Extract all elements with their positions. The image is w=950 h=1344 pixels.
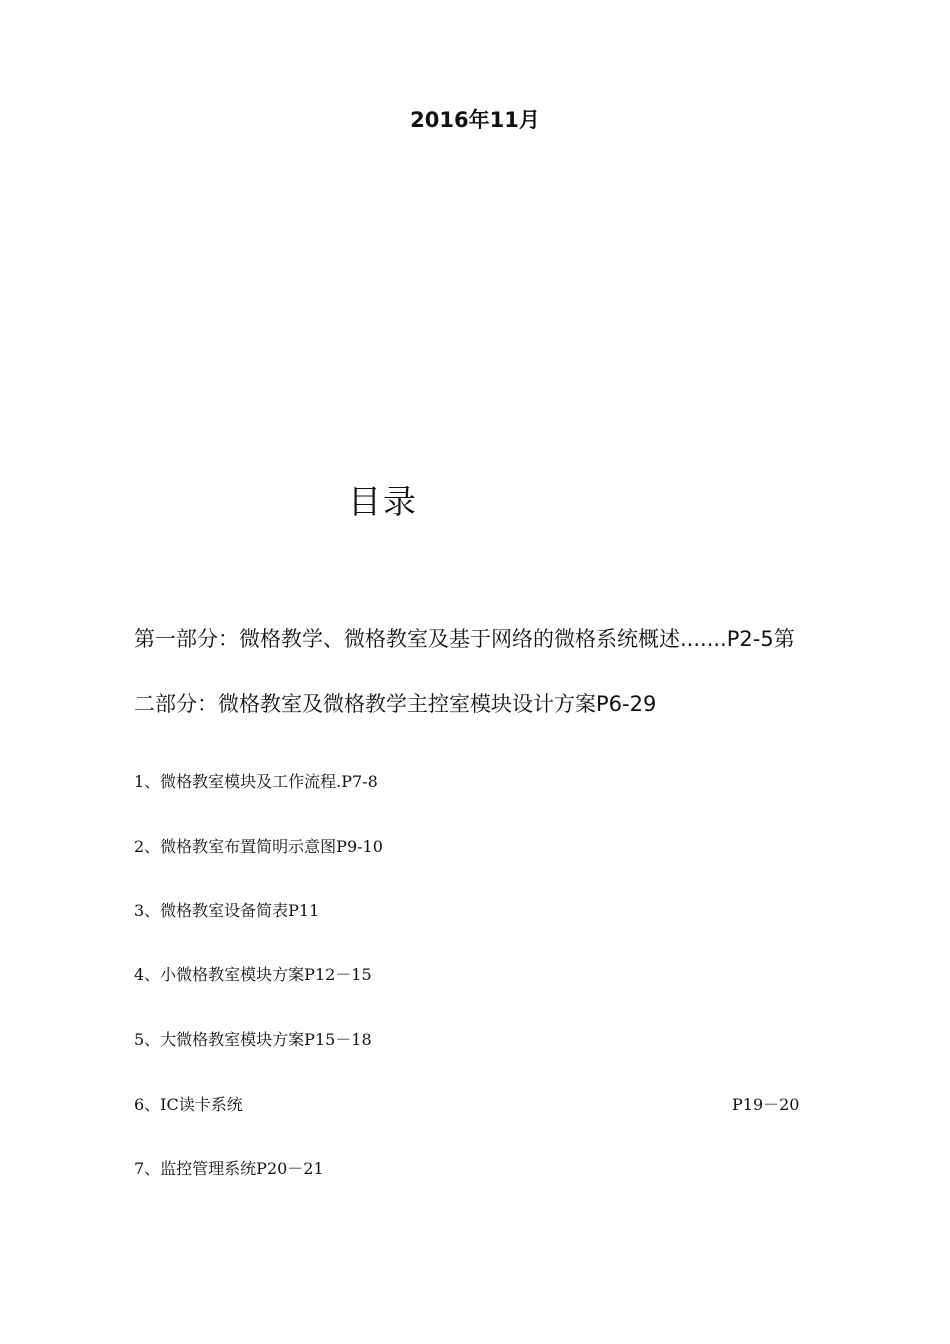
toc-item-4: 4、小微格教室模块方案P12－15 bbox=[134, 965, 372, 984]
toc-part-line-2: 二部分：微格教室及微格教学主控室模块设计方案P6-29 bbox=[134, 692, 657, 716]
toc-item-1: 1、微格教室模块及工作流程.P7-8 bbox=[134, 772, 378, 791]
toc-item-7: 7、监控管理系统P20－21 bbox=[134, 1159, 324, 1178]
toc-title: 目录 bbox=[348, 482, 418, 521]
document-date: 2016年11月 bbox=[410, 108, 540, 132]
toc-item-6-page: P19－20 bbox=[732, 1095, 800, 1114]
toc-item-2: 2、微格教室布置简明示意图P9-10 bbox=[134, 837, 383, 856]
toc-item-3: 3、微格教室设备简表P11 bbox=[134, 901, 320, 920]
toc-item-5: 5、大微格教室模块方案P15－18 bbox=[134, 1030, 372, 1049]
toc-item-6: 6、IC读卡系统 bbox=[134, 1095, 243, 1114]
toc-part-line-1: 第一部分：微格教学、微格教室及基于网络的微格系统概述.......P2-5第 bbox=[134, 627, 795, 651]
